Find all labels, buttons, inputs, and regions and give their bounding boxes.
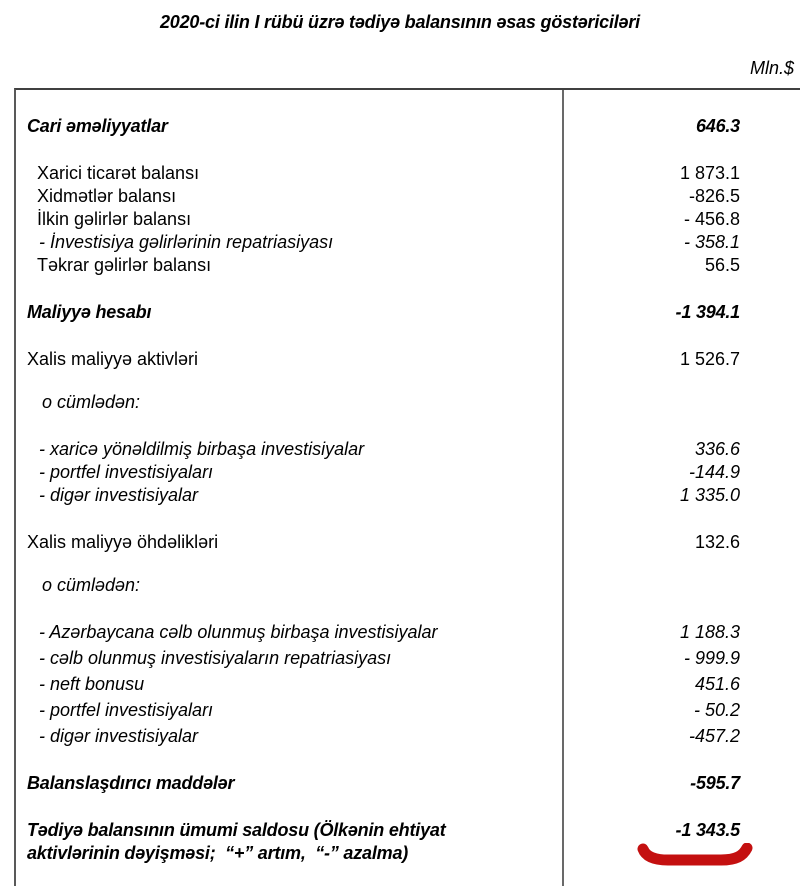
table-row [16,254,800,277]
row-value [562,348,800,371]
row-label-text: Maliyyə hesabı [27,302,152,322]
row-value-text: 1 335.0 [679,485,740,505]
table-row [16,574,800,597]
row-label [16,673,562,696]
row-label [16,348,562,371]
row-value-text: 56.5 [704,255,740,275]
row-label [16,461,562,484]
row-value [562,391,800,414]
row-label [16,391,562,414]
table-row [16,162,800,185]
row-value [562,673,800,696]
table-row [16,461,800,484]
row-value [562,725,800,748]
row-label [16,699,562,722]
table-row [16,231,800,254]
row-label-text: o cümlədən: [42,575,141,595]
balance-table [14,88,800,886]
row-value [562,484,800,507]
table-row [16,348,800,371]
row-value-text: -595.7 [690,773,740,793]
row-value [562,531,800,554]
row-label-text: İlkin gəlirlər balansı [37,209,192,229]
row-value [562,115,800,138]
row-value [562,438,800,461]
row-value-text: - 456.8 [683,209,740,229]
row-label [16,115,562,138]
row-value [562,574,800,597]
row-value [562,699,800,722]
table-row [16,438,800,461]
table-row [16,185,800,208]
table-row [16,699,800,722]
row-label-text: - Azərbaycana cəlb olunmuş birbaşa investisiyalar [39,622,438,642]
row-label-text: - cəlb olunmuş investisiyaların repatriasiyası [39,648,392,668]
row-label-text: Xarici ticarət balansı [37,163,200,183]
row-label [16,231,562,254]
table-row [16,208,800,231]
row-value-text: -1 343.5 [675,820,740,840]
row-value [562,621,800,644]
row-value-text: 451.6 [694,674,740,694]
row-label-text: - neft bonusu [39,674,145,694]
table-row [16,647,800,670]
table-row [16,391,800,414]
row-value-text: - 999.9 [683,648,740,668]
table-row [16,673,800,696]
row-value-text: -1 394.1 [675,302,740,322]
row-label [16,531,562,554]
row-label [16,208,562,231]
row-value-text: -457.2 [688,726,740,746]
row-label-text: o cümlədən: [42,392,141,412]
row-label [16,162,562,185]
row-label [16,254,562,277]
row-label [16,621,562,644]
red-underline-marker [636,843,754,867]
row-value [562,231,800,254]
row-label-text: - portfel investisiyaları [39,700,214,720]
row-label [16,574,562,597]
unit-label: Mln.$ [749,58,794,78]
row-value [562,819,800,865]
row-label [16,301,562,324]
page-title: 2020-ci ilin I rübü üzrə tədiyə balansının əsas göstəriciləri [160,12,640,32]
row-value-text: 1 873.1 [679,163,740,183]
row-label-text: - digər investisiyalar [39,726,199,746]
row-label [16,725,562,748]
row-label [16,772,562,795]
table-row [16,531,800,554]
row-value [562,162,800,185]
row-label-text: Xalis maliyyə aktivləri [27,349,199,369]
row-value-text: -144.9 [688,462,740,482]
table-row [16,115,800,138]
row-value [562,301,800,324]
row-label [16,484,562,507]
row-value [562,772,800,795]
row-label [16,647,562,670]
row-label [16,185,562,208]
row-label-text: Cari əməliyyatlar [27,116,168,136]
row-label [16,819,562,865]
row-value [562,185,800,208]
row-label-text: - İnvestisiya gəlirlərinin repatriasiyası [39,232,334,252]
row-label-text: Təkrar gəlirlər balansı [37,255,212,275]
row-value [562,254,800,277]
table-row [16,819,800,865]
row-value-text: -826.5 [688,186,740,206]
table-row [16,301,800,324]
row-value-text: 336.6 [694,439,740,459]
row-label-text: - digər investisiyalar [39,485,199,505]
table-row [16,621,800,644]
row-value-text: 1 188.3 [679,622,740,642]
table-row [16,725,800,748]
row-label-text: - portfel investisiyaları [39,462,214,482]
row-label-text: Tədiyə balansının ümumi saldosu (Ölkənin ehtiyat [27,820,446,840]
row-value-text: 132.6 [694,532,740,552]
row-value [562,647,800,670]
table-row [16,484,800,507]
row-value-text: - 358.1 [683,232,740,252]
row-value-text: 646.3 [695,116,740,136]
row-label-text: - xaricə yönəldilmiş birbaşa investisiyalar [39,439,365,459]
table-rows [16,90,800,865]
row-label-text: Balanslaşdırıcı maddələr [27,773,235,793]
row-value [562,208,800,231]
row-label-text: Xidmətlər balansı [37,186,177,206]
row-label [16,438,562,461]
row-value-text: - 50.2 [693,700,740,720]
row-value [562,461,800,484]
table-row [16,772,800,795]
row-value-text: 1 526.7 [679,349,740,369]
row-label-text: Xalis maliyyə öhdəlikləri [27,532,219,552]
row-label-text-line2: aktivlərinin dəyişməsi; “+” artım, “-” azalma) [27,843,409,863]
